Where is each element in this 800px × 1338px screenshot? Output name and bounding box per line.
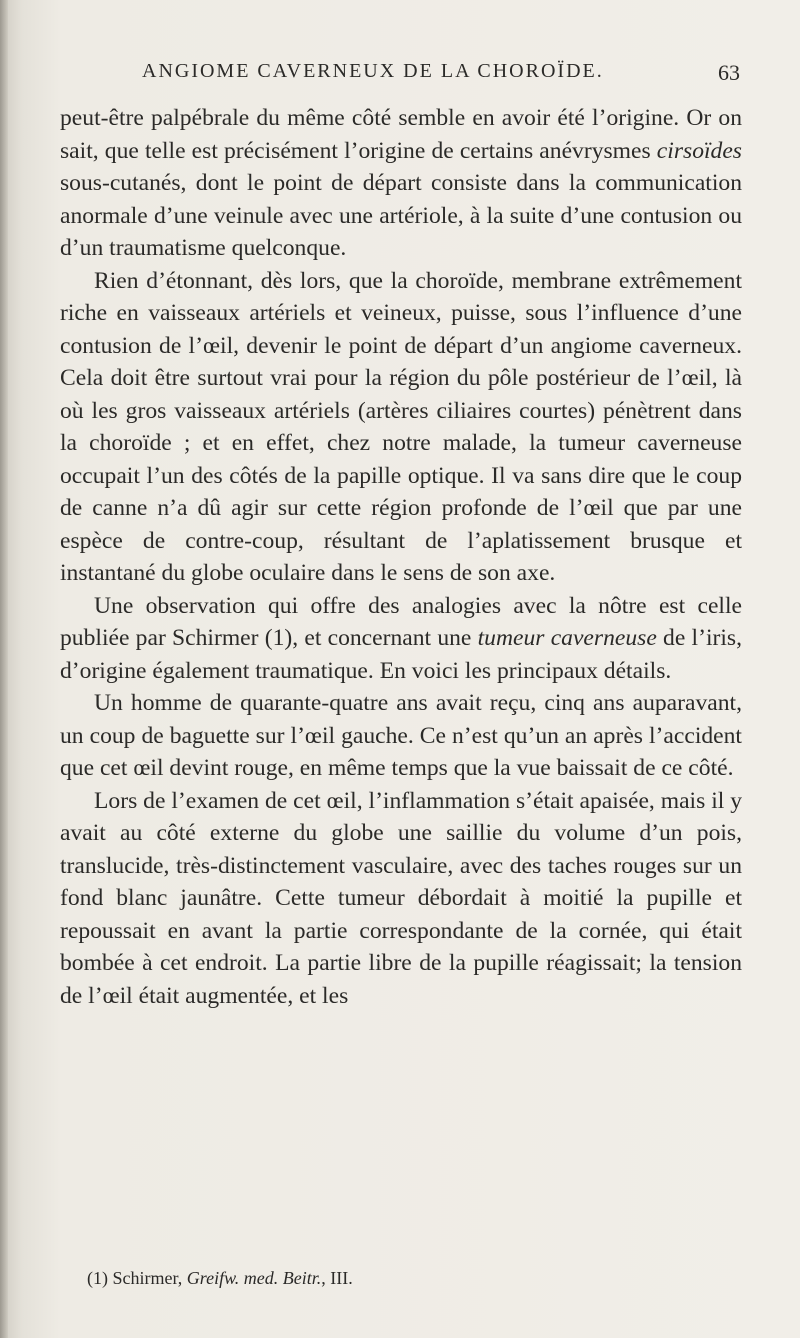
footnote-journal: Greifw. med. Beitr.	[186, 1268, 322, 1288]
paragraph-text: peut-être palpébrale du même côté semble en avoir été l’origine. Or on sait, que telle est précisément l’origine de certains anévrysmes	[60, 105, 742, 164]
footnote	[87, 1268, 727, 1289]
paragraph-text: de l’iris, d’origine également traumatique. En voici les principaux détails.	[60, 625, 742, 684]
italic-term: tumeur caverneuse	[477, 625, 657, 651]
page-number: 63	[718, 60, 740, 85]
paragraph-text: Un homme de quarante-quatre ans avait reçu, cinq ans auparavant, un coup de baguette sur l’œil gauche. Ce n’est qu’un an après l’accident que cet œil devint rouge, en même temps que la vue baissait de ce côté.	[60, 690, 742, 781]
body-text	[60, 102, 742, 1012]
paragraph-p2	[60, 265, 742, 590]
paragraph-p4	[60, 687, 742, 785]
paragraph-p1	[60, 102, 742, 265]
paragraph-text: Une observation qui offre des analogies avec la nôtre est celle publiée par Schirmer (1), et concernant une	[60, 592, 742, 651]
page-header	[60, 60, 740, 90]
paragraph-text: Rien d’étonnant, dès lors, que la choroïde, membrane extrêmement riche en vaisseaux artériels et veineux, puisse, sous l’influence d’une contusion de l’œil, devenir le point de départ d’un angiome caverneux. Cela doit être surtout vrai pour la région du pôle postérieur de l’œil, là où les gros vaisseaux artériels (artères ciliaires courtes) pénètrent dans la choroïde ; et en effet, chez notre malade, la tumeur caverneuse occupait l’un des côtés de la papille optique. Il va sans dire que le coup de canne n’a dû agir sur cette région profonde de l’œil que par une espèce de contre-coup, résultant de l’aplatissement brusque et instantané du globe oculaire dans le sens de son axe.	[60, 267, 742, 586]
paragraph-text: Lors de l’examen de cet œil, l’inflammation s’était apaisée, mais il y avait au côté externe du globe une saillie du volume d’un pois, translucide, très-distinctement vasculaire, avec des taches rouges sur un fond blanc jaunâtre. Cette tumeur débordait à moitié la pupille et repoussait en avant la partie correspondante de la cornée, qui était bombée à cet endroit. La partie libre de la pupille réagissait; la tension de l’œil était augmentée, et les	[60, 787, 742, 1009]
footnote-rest: , III.	[321, 1268, 353, 1288]
page-binding-edge	[0, 0, 8, 1338]
paragraph-p5	[60, 785, 742, 1013]
paragraph-text: sous-cutanés, dont le point de départ consiste dans la communication anormale d’une veinule avec une artériole, à la suite d’une contusion ou d’un traumatisme quelconque.	[60, 170, 742, 261]
footnote-marker: (1) Schirmer,	[87, 1268, 187, 1288]
paragraph-p3	[60, 590, 742, 688]
running-title: ANGIOME CAVERNEUX DE LA CHOROÏDE.	[142, 60, 604, 82]
italic-term: cirsoïdes	[656, 137, 742, 164]
